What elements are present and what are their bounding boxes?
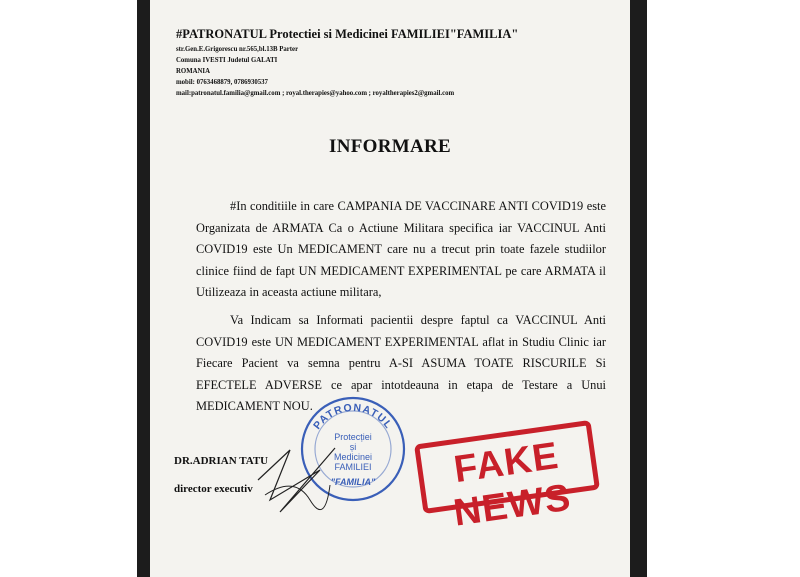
org-country: ROMANIA: [176, 68, 210, 75]
stamp-line-3: Medicinei: [333, 452, 373, 462]
stamp-line-1: Protecției: [334, 432, 372, 442]
signatory-role: director executiv: [174, 483, 253, 495]
document-title: INFORMARE: [329, 136, 451, 157]
org-name-rest: Protectiei si Medicinei FAMILIEI"FAMILIA": [266, 27, 519, 41]
paragraph-2: Va Indicam sa Informati pacientii despre faptul ca VACCINUL Anti COVID19 este UN MEDICAMENT EXPERIMENTAL aflat in Studiu Clinic iar Fiecare Pacient va semna pentru A-SI ASUMA TOATE RISCURILE Si EFECTELE ADVERSE ce apar intotdeauna in etapa de Testare a Unui MEDICAMENT NOU.: [196, 313, 606, 413]
signatory-name: DR.ADRIAN TATU: [174, 455, 269, 467]
handwritten-signature: [250, 440, 340, 520]
fake-news-label: FAKE NEWS: [451, 434, 574, 535]
org-phones: mobil: 0763468879, 0786930537: [176, 79, 268, 86]
org-address: str.Gen.E.Grigorescu nr.565,bl.13B Parter: [176, 46, 299, 53]
org-name-prefix: #PATRONATUL: [176, 27, 267, 41]
stamp-top-text: PATRONATUL: [311, 401, 395, 432]
org-name: [176, 27, 518, 42]
stamp-line-2: și: [349, 442, 357, 452]
org-emails: mail:patronatul.familia@gmail.com ; royal.therapies@yahoo.com ; royaltherapies2@gmail.com: [176, 90, 455, 97]
stamp-bottom-text: "FAMILIA": [330, 477, 376, 487]
document-page: [150, 0, 630, 577]
org-commune: Comuna IVESTI Judetul GALATI: [176, 57, 278, 64]
stamp-line-4: FAMILIEI: [334, 462, 372, 472]
fake-news-badge: [414, 420, 600, 535]
paragraph-1: #In conditiile in care CAMPANIA DE VACCINARE ANTI COVID19 este Organizata de ARMATA Ca o Actiune Militara specifica iar VACCINUL Anti COVID19 este Un MEDICAMENT care nu a trecut prin toate fazele studiilor clinice fiind de fapt UN MEDICAMENT EXPERIMENTAL pe care ARMATA il Utilizeaza in aceasta actiune militara,: [196, 199, 606, 299]
